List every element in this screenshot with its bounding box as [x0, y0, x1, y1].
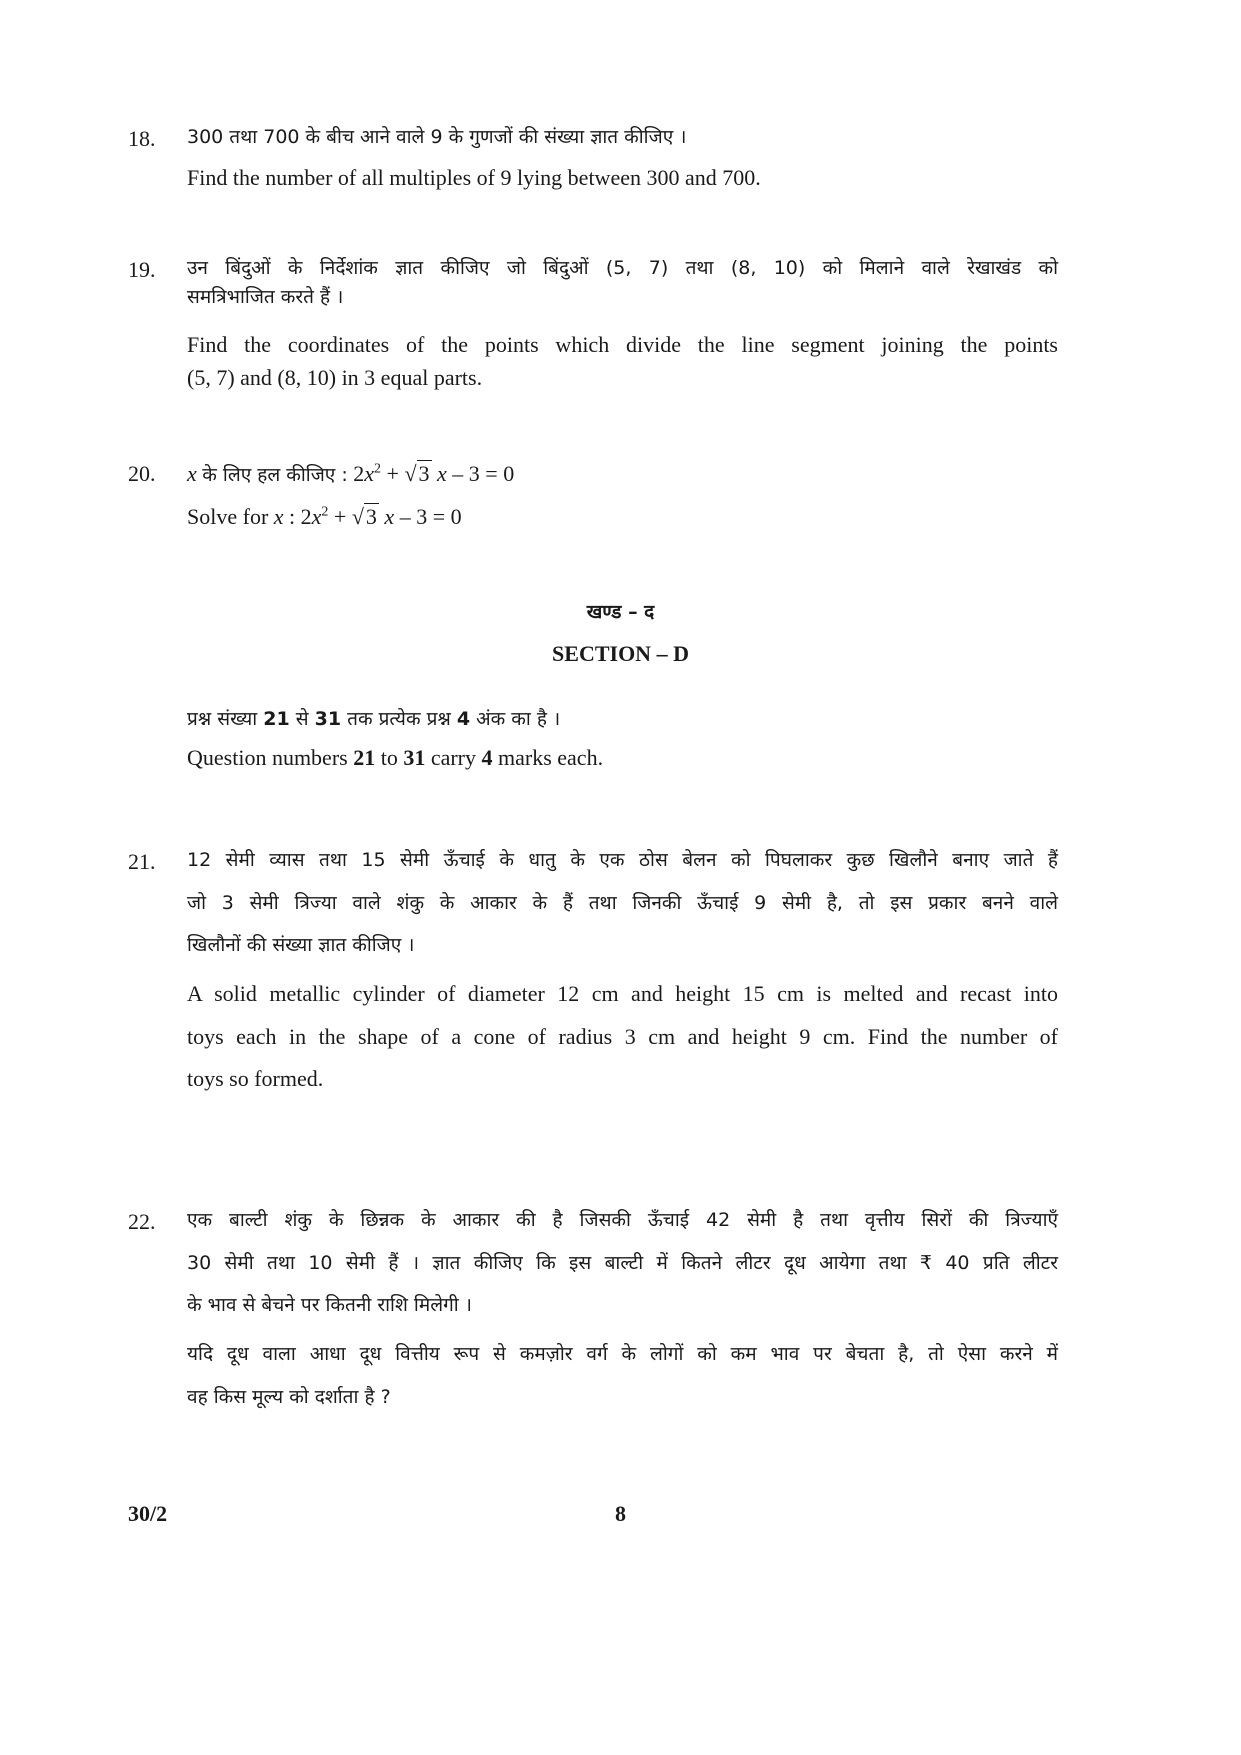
note-text: अंक का है ।	[476, 708, 561, 730]
hindi-prefix: के लिए हल कीजिए :	[202, 464, 348, 486]
section-note-hindi	[187, 707, 1058, 732]
question-hindi-line: 12 सेमी व्यास तथा 15 सेमी ऊँचाई के धातु के एक ठोस बेलन को पिघलाकर कुछ खिलौने बनाए जाते हैं	[187, 849, 1058, 871]
note-number: 31	[403, 744, 426, 770]
exponent: 2	[321, 504, 329, 520]
note-text: प्रश्न संख्या	[187, 708, 258, 730]
variable-x: x	[384, 503, 395, 529]
question-number: 21.	[128, 849, 156, 874]
question-20	[128, 460, 1058, 531]
page-number: 8	[615, 1501, 626, 1526]
section-instructions	[187, 707, 1058, 772]
section-english-title: SECTION – D	[552, 641, 689, 666]
paper-code: 30/2	[128, 1501, 168, 1526]
section-hindi-title: खण्ड – द	[586, 601, 655, 623]
note-text: to	[380, 744, 398, 770]
equation-rest: – 3 = 0	[452, 461, 515, 486]
english-prefix: Solve for	[187, 503, 269, 529]
note-number: 31	[314, 708, 342, 730]
question-number: 20.	[128, 461, 156, 486]
equation-rest: – 3 = 0	[399, 503, 462, 529]
question-19	[128, 256, 1058, 393]
question-english-line: toys each in the shape of a cone of radius 3 cm and height 9 cm. Find the number of	[187, 1023, 1058, 1049]
note-text: से	[295, 708, 309, 730]
radicand: 3	[365, 503, 377, 529]
variable-x: x	[311, 503, 322, 529]
note-number: 21	[353, 744, 376, 770]
section-note-english	[187, 744, 1058, 773]
question-hindi-text: 300 तथा 700 के बीच आने वाले 9 के गुणजों की संख्या ज्ञात कीजिए ।	[187, 126, 687, 148]
plus-sign: +	[386, 461, 399, 486]
variable-x: x	[364, 461, 375, 486]
question-english-line: A solid metallic cylinder of diameter 12 cm and height 15 cm is melted and recast into	[187, 981, 1058, 1007]
note-number: 21	[263, 708, 290, 730]
note-text: तक प्रत्येक प्रश्न	[347, 708, 451, 730]
question-hindi-line: 30 सेमी तथा 10 सेमी हैं । ज्ञात कीजिए कि इस बाल्टी में कितने लीटर दूध आयेगा तथा ₹ 40 प्रति लीटर	[187, 1251, 1058, 1274]
question-number: 19.	[128, 257, 156, 282]
question-hindi-line: जो 3 सेमी त्रिज्या वाले शंकु के आकार के हैं तथा जिनकी ऊँचाई 9 सेमी है, तो इस प्रकार बनने वाले	[187, 891, 1058, 914]
note-text: Question numbers	[187, 744, 348, 770]
question-hindi-line: वह किस मूल्य को दर्शाता है ?	[187, 1385, 391, 1408]
question-hindi-line: समत्रिभाजित करते हैं ।	[187, 285, 344, 308]
question-22	[128, 1208, 1058, 1409]
question-hindi-line: खिलौनों की संख्या ज्ञात कीजिए ।	[187, 934, 415, 957]
question-english-line: toys so formed.	[187, 1066, 324, 1092]
sqrt-symbol: √3	[404, 461, 430, 486]
exponent: 2	[374, 461, 382, 477]
question-number: 22.	[128, 1209, 156, 1234]
note-text: marks each.	[498, 744, 604, 770]
question-hindi-line: यदि दूध वाला आधा दूध वित्तीय रूप से कमज़ोर वर्ग के लोगों को कम भाव पर बेचता है, तो ऐसा करने में	[187, 1343, 1058, 1366]
coefficient: 2	[353, 461, 365, 486]
question-english-text: Find the number of all multiples of 9 lying between 300 and 700.	[187, 164, 761, 190]
question-hindi-line: के भाव से बेचने पर कितनी राशि मिलेगी ।	[187, 1294, 472, 1317]
variable-x: x	[273, 503, 284, 529]
question-english-line: (5, 7) and (8, 10) in 3 equal parts.	[187, 364, 483, 390]
question-number: 18.	[128, 126, 156, 151]
sqrt-symbol: √3	[351, 503, 377, 529]
note-text: carry	[430, 744, 477, 770]
variable-x: x	[437, 461, 447, 486]
question-english-equation: Solve for x : $2x^2 + √3$ x – 3 = 0	[187, 503, 1058, 532]
variable-x: x	[187, 461, 197, 486]
question-18	[128, 125, 1058, 192]
note-number: 4	[456, 708, 471, 730]
radicand: 3	[418, 461, 430, 486]
question-hindi-equation	[187, 460, 1058, 489]
question-hindi-line: उन बिंदुओं के निर्देशांक ज्ञात कीजिए जो बिंदुओं (5, 7) तथा (8, 10) को मिलाने वाले रेखाखंड को	[187, 257, 1058, 279]
coefficient: 2	[300, 503, 312, 529]
question-hindi-line: एक बाल्टी शंकु के छिन्नक के आकार की है जिसकी ऊँचाई 42 सेमी है तथा वृत्तीय सिरों की त्रिज्याएँ	[187, 1209, 1058, 1231]
note-number: 4	[481, 744, 493, 770]
question-21	[128, 848, 1058, 1094]
question-english-line: Find the coordinates of the points which divide the line segment joining the points	[187, 332, 1058, 358]
plus-sign: +	[333, 503, 347, 529]
